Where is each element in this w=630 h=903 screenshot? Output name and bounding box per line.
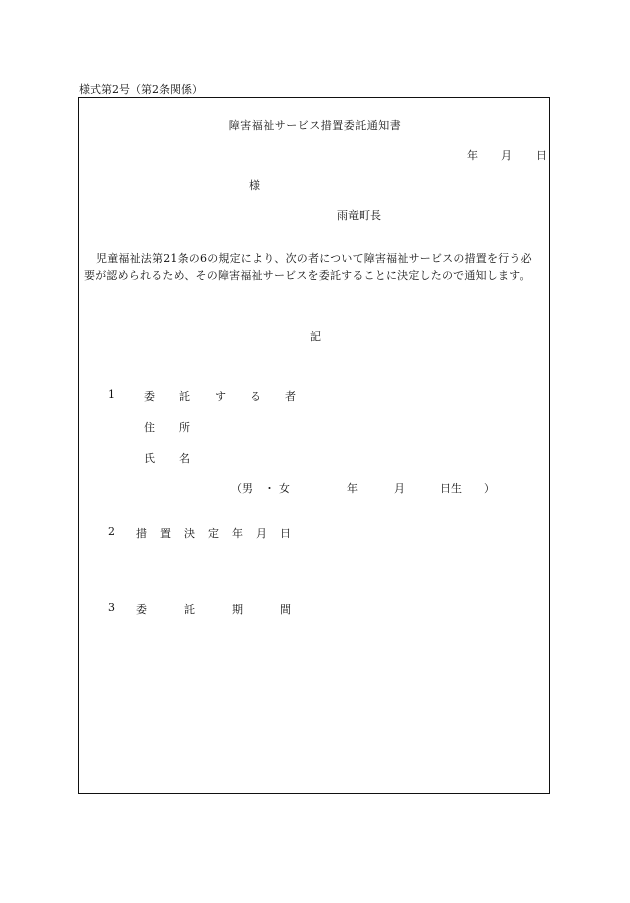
- date-month: 月: [501, 149, 512, 162]
- addressee-suffix: 様: [249, 179, 260, 192]
- gender-separator: ・: [264, 482, 275, 495]
- birth-year-label: 年: [347, 482, 358, 495]
- item-1-label-char: 者: [285, 390, 296, 403]
- document-title: 障害福祉サービス措置委託通知書: [228, 119, 402, 132]
- item-2-label-char: 月: [256, 527, 267, 540]
- item-3-label-char: 委: [136, 603, 147, 616]
- item-1-label-char: 託: [179, 390, 190, 403]
- item-1-label-char: る: [250, 390, 261, 403]
- item-2-number: 2: [108, 525, 115, 538]
- address-label-char: 所: [179, 421, 190, 434]
- item-1-label-char: す: [215, 390, 226, 403]
- address-label-char: 住: [144, 421, 155, 434]
- item-1-number: 1: [108, 388, 115, 401]
- gender-female: 女: [279, 482, 290, 495]
- body-line-1: 児童福祉法第21条の6の規定により、次の者について障害福祉サービスの措置を行う必: [96, 252, 532, 265]
- item-2-label-char: 定: [208, 527, 219, 540]
- item-2-label-char: 日: [280, 527, 291, 540]
- form-label: 様式第2号（第2条関係）: [79, 83, 203, 96]
- item-2-label-char: 措: [136, 527, 147, 540]
- document-frame: [78, 97, 550, 794]
- item-2-label-char: 決: [184, 527, 195, 540]
- gender-open: （男: [231, 482, 253, 495]
- item-1-label-char: 委: [144, 390, 155, 403]
- item-3-label-char: 期: [232, 603, 243, 616]
- item-3-label-char: 間: [280, 603, 291, 616]
- birth-month-label: 月: [394, 482, 405, 495]
- date-year: 年: [467, 149, 478, 162]
- birth-day-label: 日生: [440, 482, 462, 495]
- date-day: 日: [536, 149, 547, 162]
- notice-body: [84, 250, 546, 284]
- body-line-2: 要が認められるため、その障害福祉サービスを委託することに決定したので通知します。: [84, 269, 531, 282]
- record-heading: 記: [310, 330, 321, 343]
- name-label-char: 氏: [144, 452, 155, 465]
- gender-close: ）: [484, 482, 495, 495]
- item-2-label-char: 年: [232, 527, 243, 540]
- name-label-char: 名: [179, 452, 190, 465]
- issuer-name: 雨竜町長: [337, 209, 381, 222]
- item-2-label-char: 置: [160, 527, 171, 540]
- item-3-label-char: 託: [184, 603, 195, 616]
- item-3-number: 3: [108, 601, 115, 614]
